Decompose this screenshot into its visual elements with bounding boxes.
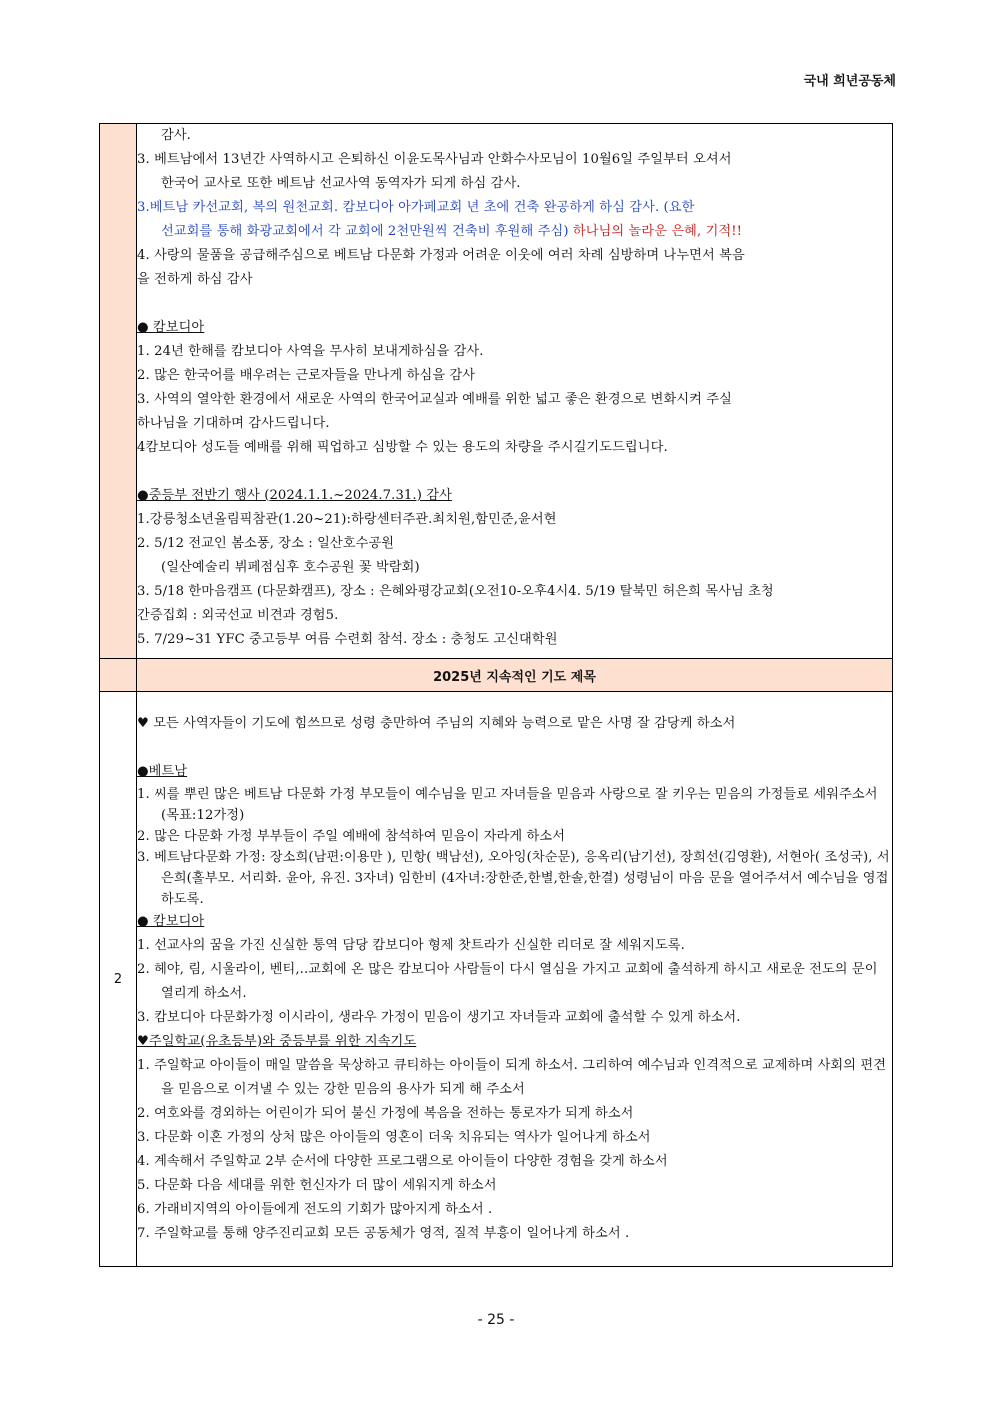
cambodia-heading: ● 캄보디아 — [137, 320, 205, 335]
sunday-school-heading: ♥주일학교(유초등부)와 중등부를 위한 지속기도 — [137, 1034, 417, 1049]
list-item: 2. 많은 다문화 가정 부부들이 주일 예배에 참석하여 믿음이 자라게 하소서 — [137, 829, 566, 844]
list-item: 4. 계속해서 주일학교 2부 순서에 다양한 프로그램으로 아이들이 다양한 경험을 갖게 하소서 — [137, 1154, 668, 1169]
thanks-content-cell — [137, 124, 893, 659]
emphasis-text: 하나님의 놀라운 은혜, 기적!! — [568, 224, 743, 239]
cambodia-heading: ● 캄보디아 — [137, 914, 205, 929]
table-row — [100, 124, 893, 659]
table-row — [100, 692, 893, 1267]
section-title: 2025년 지속적인 기도 제목 — [137, 659, 893, 692]
list-item: 5. 다문화 다음 세대를 위한 헌신자가 더 많이 세워지게 하소서 — [137, 1178, 497, 1193]
row-number-cell — [100, 124, 137, 659]
prayer-content-cell — [137, 692, 893, 1267]
vietnam-heading: ●베트남 — [137, 764, 188, 779]
text-line: 을 전하게 하심 감사 — [137, 272, 253, 287]
highlight-line — [137, 220, 892, 244]
list-item: 1. 24년 한해를 캄보디아 사역을 무사히 보내게하심을 감사. — [137, 344, 484, 359]
row-number: 2 — [100, 692, 137, 1267]
intro-line: ♥ 모든 사역자들이 기도에 힘쓰므로 성령 충만하여 주님의 지혜와 능력으로 맡은 사명 잘 감당케 하소서 — [137, 716, 736, 731]
text-line: 한국어 교사로 또한 베트남 선교사역 동역자가 되게 하심 감사. — [161, 176, 521, 191]
list-item: 하나님을 기대하며 감사드립니다. — [137, 416, 330, 431]
list-item: 5. 7/29~31 YFC 중고등부 여름 수련회 참석. 장소 : 충청도 고신대학원 — [137, 632, 558, 647]
prayer-table — [99, 123, 893, 1267]
list-item: 4캄보디아 성도들 예배를 위해 픽업하고 심방할 수 있는 용도의 차량을 주시길기도드립니다. — [137, 440, 668, 455]
list-item: 2. 헤야, 림, 시울라이, 벤티,..교회에 온 많은 캄보디아 사람들이 다시 열심을 가지고 교회에 출석하게 하시고 새로운 전도의 문이 열리게 하소서. — [137, 962, 878, 1001]
list-item: 3. 사역의 열악한 환경에서 새로운 사역의 한국어교실과 예배를 위한 넓고 좋은 환경으로 변화시켜 주실 — [137, 392, 732, 407]
list-item: 7. 주일학교를 통해 양주진리교회 모든 공동체가 영적, 질적 부흥이 일어나게 하소서 . — [137, 1226, 630, 1241]
list-item: 1.강릉청소년올림픽참관(1.20~21):하랑센터주관.최치원,함민준,윤서현 — [137, 512, 557, 527]
highlight-line: 3.베트남 카선교회, 복의 원천교회. 캄보디아 아가페교회 년 초에 건축 완공하게 하심 감사. (요한 — [137, 200, 695, 215]
table-row — [100, 659, 893, 692]
list-item: 3. 베트남다문화 가정: 장소희(남편:이용만 ), 민항( 백남선), 오아잉(차순문), 응옥리(남기선), 장희선(김영환), 서현아( 조성국), 서은희(홀부모. 서리화. 윤아, 유진. 3자녀) 임한비 (4자녀:장한준,한별,한솔,한결) 성령님이 마음 문을 열어주셔서 예수님을 영접하도록. — [137, 850, 890, 907]
list-item: 1. 선교사의 꿈을 가진 신실한 통역 담당 캄보디아 형제 찻트라가 신실한 리더로 잘 세워지도록. — [137, 938, 685, 953]
document-header: 국내 희년공동체 — [803, 74, 896, 89]
text-line: 4. 사랑의 물품을 공급해주심으로 베트남 다문화 가정과 어려운 이웃에 여러 차례 심방하며 나누면서 복음 — [137, 248, 745, 263]
list-item: 2. 많은 한국어를 배우려는 근로자들을 만나게 하심을 감사 — [137, 368, 476, 383]
text-line: 감사. — [161, 128, 191, 143]
row-number-cell — [100, 659, 137, 692]
list-item: 1. 주일학교 아이들이 매일 말씀을 묵상하고 큐티하는 아이들이 되게 하소서. 그리하여 예수님과 인격적으로 교제하며 사회의 편견을 믿음으로 이겨낼 수 있는 강한 믿음의 용사가 되게 해 주소서 — [137, 1058, 887, 1097]
list-item: 1. 씨를 뿌린 많은 베트남 다문화 가정 부모들이 예수님을 믿고 자녀들을 믿음과 사랑으로 잘 키우는 믿음의 가정들로 세워주소서(목표:12가정) — [137, 787, 878, 823]
list-item: 3. 캄보디아 다문화가정 이시라이, 생라우 가정이 믿음이 생기고 자녀들과 교회에 출석할 수 있게 하소서. — [137, 1010, 741, 1025]
list-item: 간증집회 : 외국선교 비견과 경험5. — [137, 608, 339, 623]
text-line: 3. 베트남에서 13년간 사역하시고 은퇴하신 이윤도목사님과 안화수사모님이 10월6일 주일부터 오셔서 — [137, 152, 732, 167]
list-item: 2. 5/12 전교인 봄소풍, 장소 : 일산호수공원 — [137, 536, 395, 551]
list-item: 3. 다문화 이혼 가정의 상처 많은 아이들의 영혼이 더욱 치유되는 역사가 일어나게 하소서 — [137, 1130, 651, 1145]
list-item: (일산예술리 뷔페점심후 호수공원 꽃 박람회) — [161, 560, 420, 575]
youth-heading: ●중등부 전반기 행사 (2024.1.1.~2024.7.31.) 감사 — [137, 488, 452, 503]
highlight-text: 선교회를 통해 화광교회에서 각 교회에 2천만원씩 건축비 후원해 주심) — [161, 224, 569, 239]
page-number: - 25 - — [477, 1312, 515, 1328]
list-item: 6. 가래비지역의 아이들에게 전도의 기회가 많아지게 하소서 . — [137, 1202, 493, 1217]
list-item: 3. 5/18 한마음캠프 (다문화캠프), 장소 : 은혜와평강교회(오전10-오후4시4. 5/19 탈북민 허은희 목사님 초청 — [137, 584, 774, 599]
list-item: 2. 여호와를 경외하는 어린이가 되어 불신 가정에 복음을 전하는 통로자가 되게 하소서 — [137, 1106, 634, 1121]
